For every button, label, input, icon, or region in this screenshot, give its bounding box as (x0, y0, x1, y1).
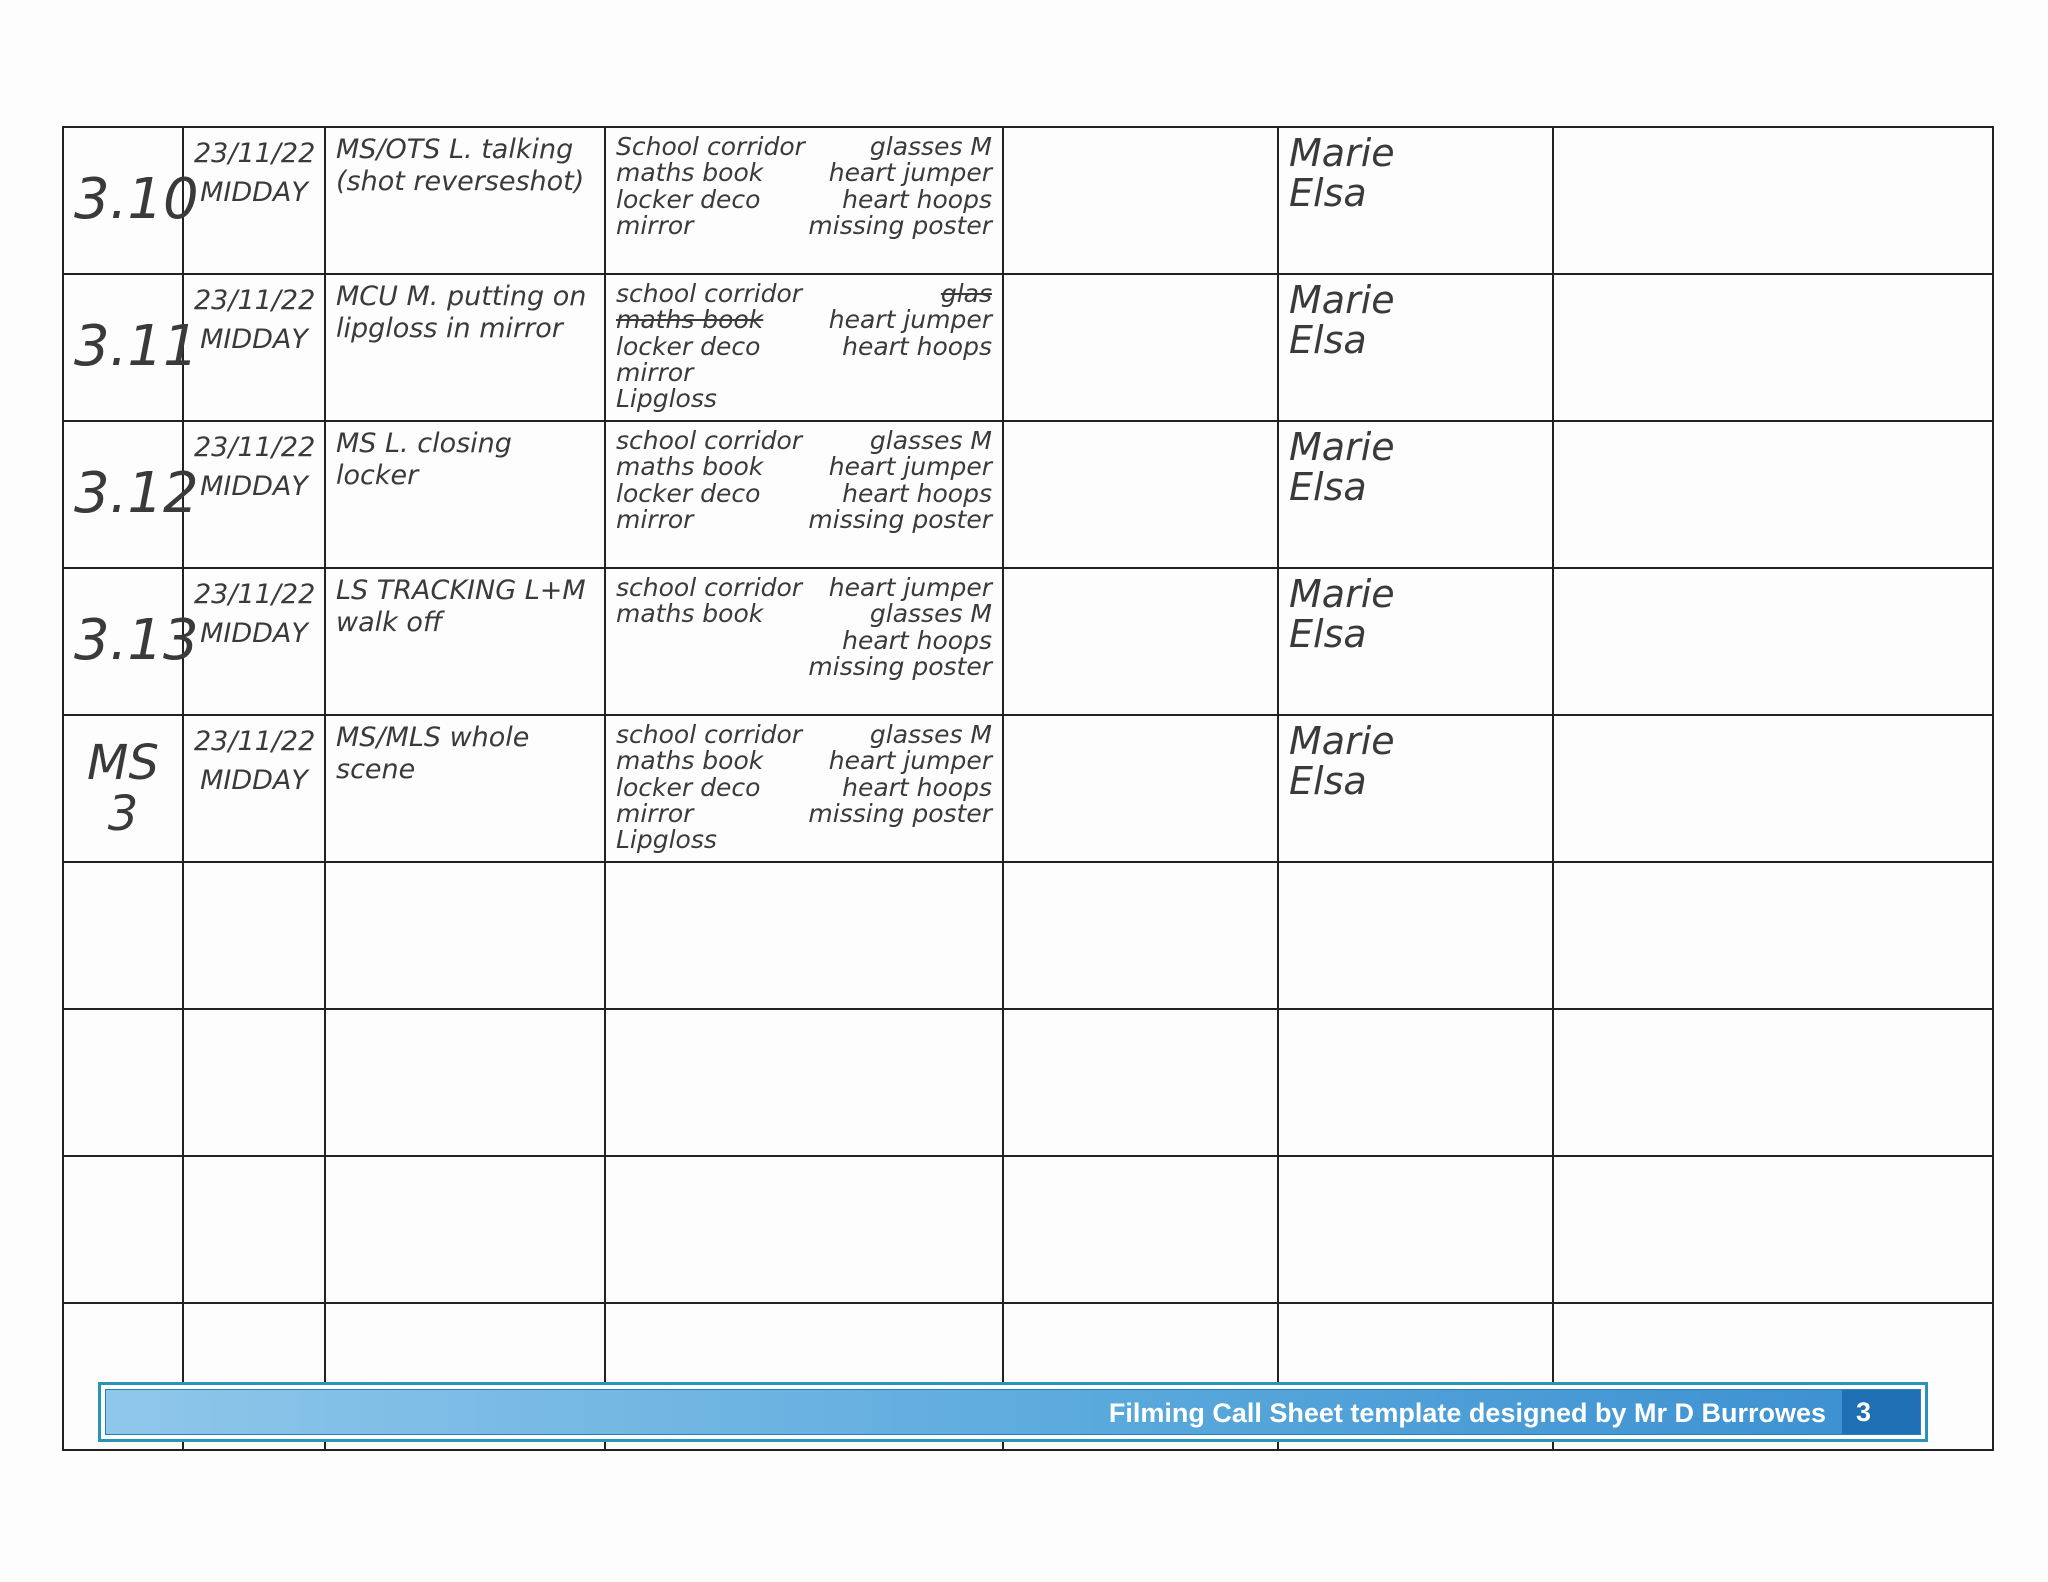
empty-cell (1003, 862, 1278, 1009)
shoot-date: 23/11/22 (194, 432, 316, 463)
prop-item: school corridor (616, 426, 803, 455)
empty-cell (1553, 1009, 1993, 1156)
shot-number: 3.10 (63, 127, 183, 274)
prop-item: locker deco (616, 331, 761, 361)
shot-description: MS/OTS L. talking (shot reverseshot) (325, 127, 605, 274)
date-time-cell (183, 715, 325, 862)
shot-description: MS/MLS whole scene (325, 715, 605, 862)
shot-number: 3.12 (63, 421, 183, 568)
cast-cell (1278, 421, 1553, 568)
props-left (616, 575, 802, 680)
props-left (616, 281, 802, 412)
empty-cell (1553, 127, 1993, 274)
prop-item: missing poster (808, 504, 992, 534)
shot-number: MS 3 (63, 715, 183, 862)
footer-bar (105, 1389, 1921, 1435)
empty-cell (1003, 1009, 1278, 1156)
prop-item: heart hoops (842, 625, 992, 655)
table-row (63, 421, 1993, 568)
date-time-cell (183, 568, 325, 715)
cast-name: Elsa (1289, 758, 1367, 803)
prop-item: heart jumper (828, 746, 992, 776)
cast-cell (1278, 568, 1553, 715)
prop-item: locker deco (616, 184, 761, 214)
empty-cell (325, 1156, 605, 1303)
footer-credit: Filming Call Sheet template designed by Mr D Burrowes (1108, 1398, 1826, 1428)
props-cell (605, 274, 1003, 421)
prop-item: maths book (616, 452, 764, 482)
cast-cell (1278, 274, 1553, 421)
cast-name: Elsa (1289, 611, 1367, 656)
footer-banner (98, 1382, 1928, 1442)
prop-item: missing poster (808, 210, 992, 240)
empty-cell (1553, 274, 1993, 421)
prop-item: mirror (616, 357, 694, 387)
empty-cell (1278, 862, 1553, 1009)
empty-cell (1003, 715, 1278, 862)
empty-cell (1003, 1156, 1278, 1303)
props-right (808, 134, 992, 239)
empty-table-row (63, 1156, 1993, 1303)
props-right (808, 722, 992, 853)
empty-cell (605, 1009, 1003, 1156)
prop-item: heart hoops (842, 331, 992, 361)
empty-cell (183, 1156, 325, 1303)
prop-item: School corridor (616, 132, 805, 161)
date-time-cell (183, 274, 325, 421)
page-number: 3 (1842, 1390, 1920, 1434)
prop-item-crossed-out: glas (940, 279, 992, 308)
prop-item: missing poster (808, 651, 992, 681)
prop-item: maths book (616, 158, 764, 188)
prop-item: locker deco (616, 478, 761, 508)
prop-item: missing poster (808, 798, 992, 828)
props-cell (605, 568, 1003, 715)
shoot-time: MIDDAY (200, 471, 308, 503)
empty-cell (1553, 1156, 1993, 1303)
cast-name: Marie (1289, 719, 1395, 763)
shoot-time: MIDDAY (200, 177, 308, 209)
prop-item: heart jumper (828, 452, 992, 482)
props-left (616, 428, 802, 533)
empty-cell (1003, 568, 1278, 715)
prop-item: maths book (616, 599, 764, 629)
props-right (829, 281, 992, 412)
date-time-cell (183, 421, 325, 568)
empty-cell (63, 862, 183, 1009)
shoot-date: 23/11/22 (194, 726, 316, 757)
cast-name: Marie (1289, 572, 1395, 616)
props-left (616, 134, 805, 239)
prop-item: heart jumper (828, 305, 992, 335)
shoot-time: MIDDAY (200, 324, 308, 356)
prop-item: mirror (616, 504, 694, 534)
prop-item: heart hoops (842, 184, 992, 214)
shot-description: LS TRACKING L+M walk off (325, 568, 605, 715)
prop-item: school corridor (616, 720, 803, 749)
empty-cell (183, 862, 325, 1009)
props-cell (605, 421, 1003, 568)
prop-item: glasses M (869, 720, 992, 749)
empty-cell (1003, 421, 1278, 568)
empty-cell (1553, 715, 1993, 862)
empty-cell (1278, 1009, 1553, 1156)
prop-item: heart jumper (828, 573, 992, 602)
empty-cell (1553, 862, 1993, 1009)
empty-cell (1553, 568, 1993, 715)
shoot-time: MIDDAY (200, 765, 308, 797)
empty-cell (325, 862, 605, 1009)
empty-table-row (63, 1009, 1993, 1156)
cast-cell (1278, 715, 1553, 862)
props-right (808, 428, 992, 533)
table-body (63, 127, 1993, 1450)
cast-name: Elsa (1289, 317, 1367, 362)
empty-cell (63, 1009, 183, 1156)
prop-item: Lipgloss (616, 825, 717, 854)
empty-cell (1003, 274, 1278, 421)
prop-item: maths book (616, 746, 764, 776)
table-row (63, 568, 1993, 715)
empty-cell (183, 1009, 325, 1156)
props-right (808, 575, 992, 680)
empty-cell (1553, 421, 1993, 568)
cast-name: Marie (1289, 425, 1395, 469)
prop-item: glasses M (869, 599, 992, 629)
props-cell (605, 715, 1003, 862)
prop-item: locker deco (616, 772, 761, 802)
shot-number: 3.13 (63, 568, 183, 715)
prop-item: heart hoops (842, 478, 992, 508)
table-row (63, 715, 1993, 862)
cast-name: Marie (1289, 278, 1395, 322)
props-cell (605, 127, 1003, 274)
prop-item-crossed-out: maths book (616, 305, 764, 335)
prop-item: heart hoops (842, 772, 992, 802)
empty-cell (63, 1156, 183, 1303)
table-row (63, 127, 1993, 274)
prop-item: mirror (616, 210, 694, 240)
cast-name: Elsa (1289, 170, 1367, 215)
prop-item: glasses M (869, 132, 992, 161)
empty-cell (325, 1009, 605, 1156)
shoot-date: 23/11/22 (194, 579, 316, 610)
shoot-time: MIDDAY (200, 618, 308, 650)
cast-cell (1278, 127, 1553, 274)
empty-cell (1278, 1156, 1553, 1303)
prop-item: heart jumper (828, 158, 992, 188)
empty-cell (1003, 127, 1278, 274)
prop-item: mirror (616, 798, 694, 828)
empty-cell (605, 862, 1003, 1009)
empty-table-row (63, 862, 1993, 1009)
shot-description: MS L. closing locker (325, 421, 605, 568)
cast-name: Marie (1289, 131, 1395, 175)
shot-number: 3.11 (63, 274, 183, 421)
prop-item: Lipgloss (616, 384, 717, 413)
shoot-date: 23/11/22 (194, 138, 316, 169)
shoot-date: 23/11/22 (194, 285, 316, 316)
prop-item: glasses M (869, 426, 992, 455)
prop-item: school corridor (616, 279, 803, 308)
call-sheet-table (62, 126, 1994, 1451)
props-left (616, 722, 802, 853)
empty-cell (605, 1156, 1003, 1303)
shot-description: MCU M. putting on lipgloss in mirror (325, 274, 605, 421)
cast-name: Elsa (1289, 464, 1367, 509)
date-time-cell (183, 127, 325, 274)
table-row (63, 274, 1993, 421)
prop-item: school corridor (616, 573, 803, 602)
